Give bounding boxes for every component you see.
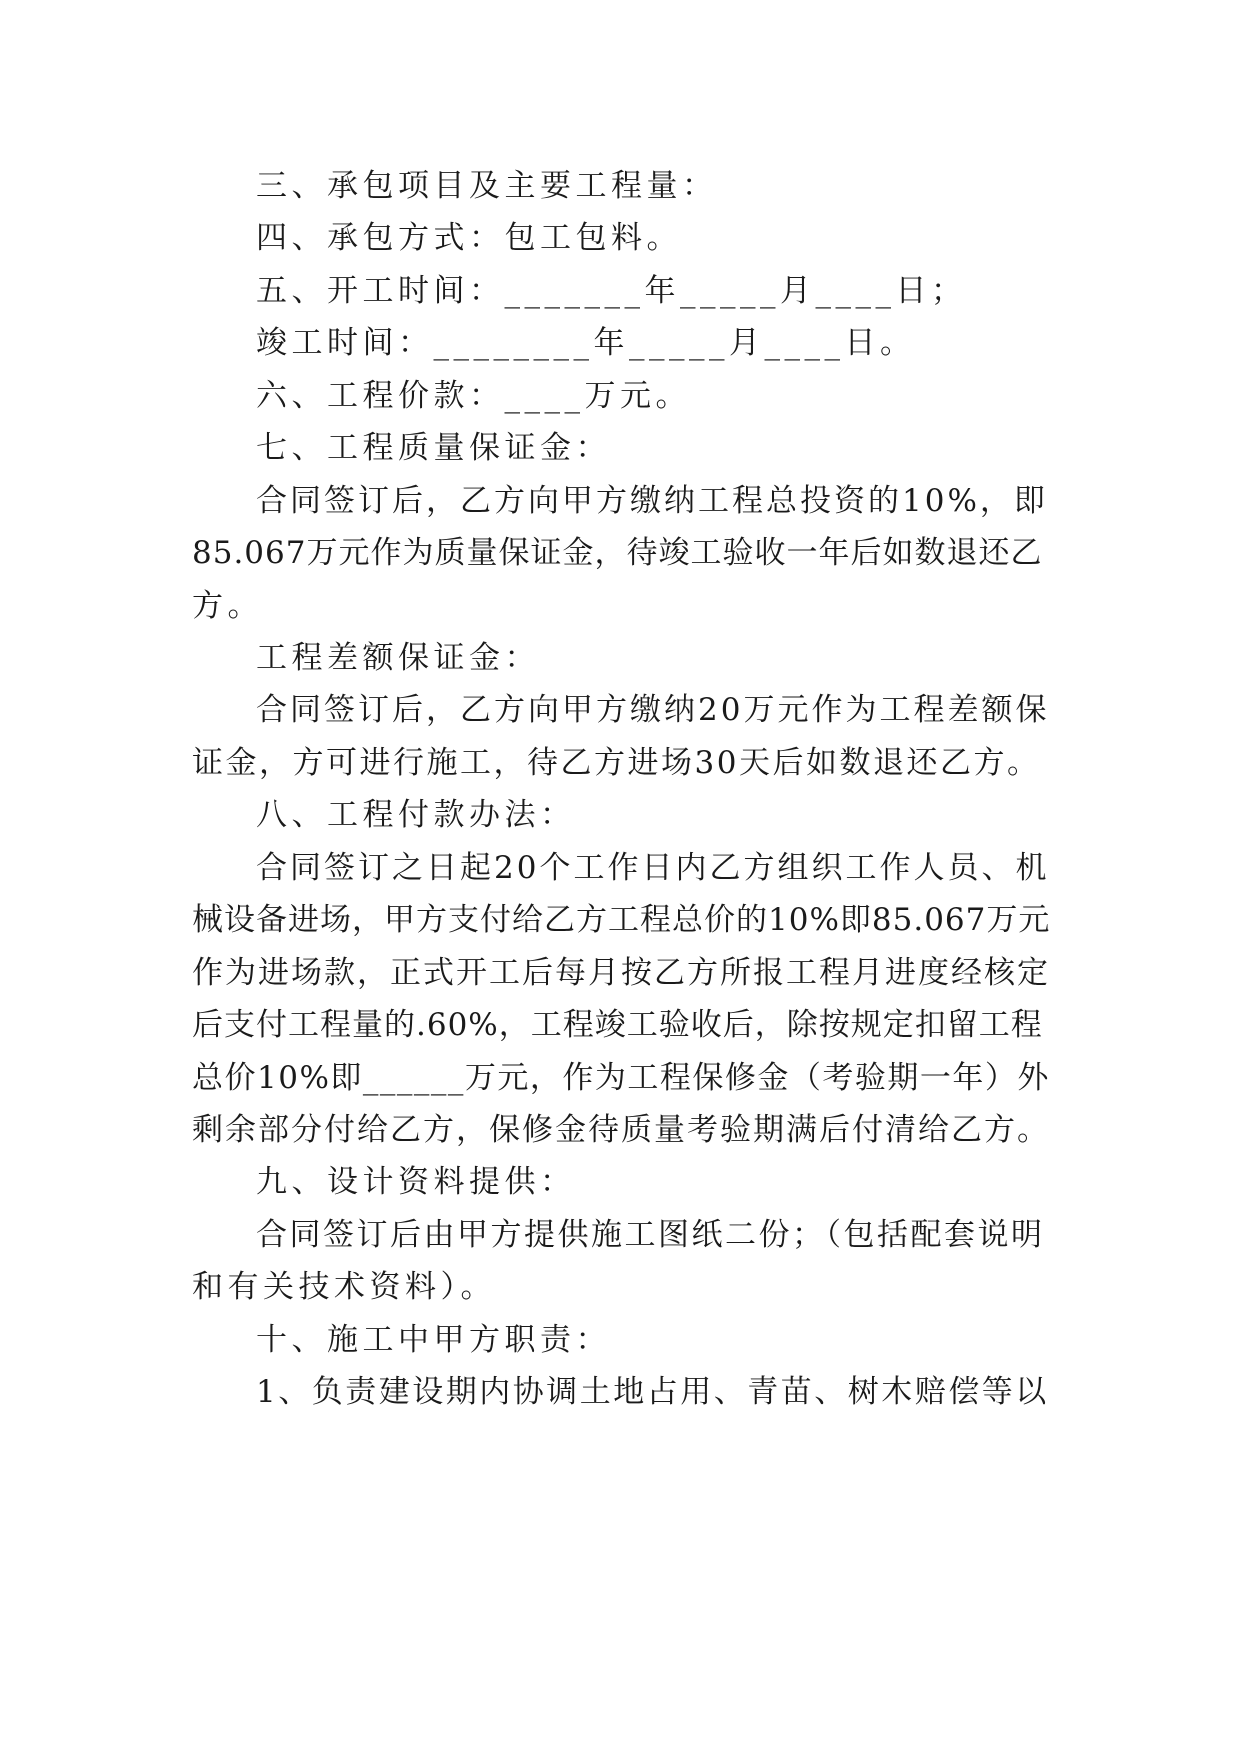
section-5-start-date: 五、开工时间：_______年_____月____日； [256,273,967,309]
section-8-heading: 八、工程付款办法： [256,797,576,833]
section-7-heading: 七、工程质量保证金： [256,430,611,466]
completion-date-line: 竣工时间：________年_____月____日。 [256,325,916,361]
paragraph-line: 85.067万元作为质量保证金，待竣工验收一年后如数退还乙 [192,535,1043,571]
paragraph-line: 合同签订后，乙方向甲方缴纳工程总投资的10%，即 [256,483,1048,519]
list-item: 1、负责建设期内协调土地占用、青苗、树木赔偿等以 [256,1374,1049,1410]
paragraph-line: 合同签订之日起20个工作日内乙方组织工作人员、机 [256,850,1050,886]
paragraph-line: 合同签订后，乙方向甲方缴纳20万元作为工程差额保 [256,692,1050,728]
paragraph-line: 和有关技术资料）。 [192,1269,496,1305]
section-6-price: 六、工程价款：____万元。 [256,378,691,414]
section-3-heading: 三、承包项目及主要工程量： [256,168,718,204]
section-4-heading: 四、承包方式：包工包料。 [256,220,682,256]
paragraph-line: 证金，方可进行施工，待乙方进场30天后如数退还乙方。 [192,745,1041,781]
paragraph-line: 后支付工程量的.60%，工程竣工验收后，除按规定扣留工程 [192,1007,1043,1043]
paragraph-line: 方。 [192,588,263,624]
subheading-difference-deposit: 工程差额保证金： [256,640,540,676]
paragraph-line: 总价10%即______万元，作为工程保修金（考验期一年）外 [192,1060,1050,1096]
section-9-heading: 九、设计资料提供： [256,1164,576,1200]
paragraph-line: 剩余部分付给乙方，保修金待质量考验期满后付清给乙方。 [192,1112,1050,1148]
paragraph-line: 作为进场款，正式开工后每月按乙方所报工程月进度经核定 [192,955,1050,991]
section-10-heading: 十、施工中甲方职责： [256,1322,611,1358]
paragraph-line: 械设备进场，甲方支付给乙方工程总价的10%即85.067万元 [192,902,1051,938]
paragraph-line: 合同签订后由甲方提供施工图纸二份；（包括配套说明 [256,1217,1045,1253]
